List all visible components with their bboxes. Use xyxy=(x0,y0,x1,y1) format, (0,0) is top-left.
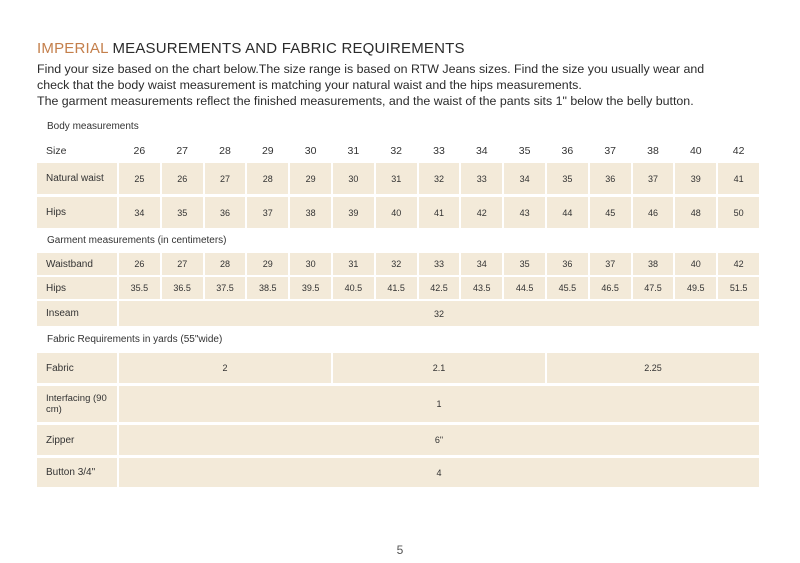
body-measurements-table xyxy=(37,163,759,228)
garment-hips-cell: 49.5 xyxy=(675,277,716,299)
body-hips-label: Hips xyxy=(37,197,117,228)
body-hips-cell: 36 xyxy=(205,197,246,228)
body-hips-cell: 35 xyxy=(162,197,203,228)
garment-hips-cell: 39.5 xyxy=(290,277,331,299)
body-hips-cell: 40 xyxy=(376,197,417,228)
size-label: Size xyxy=(46,145,67,157)
body-hips-cell: 46 xyxy=(633,197,674,228)
size-cell: 28 xyxy=(219,145,231,157)
page-title xyxy=(37,40,465,57)
natural-waist-cell: 30 xyxy=(333,163,374,194)
natural-waist-cell: 37 xyxy=(633,163,674,194)
body-measurements-label: Body measurements xyxy=(47,121,139,132)
waistband-cell: 37 xyxy=(590,253,631,275)
fabric-value: 2 xyxy=(119,353,331,383)
garment-hips-cell: 35.5 xyxy=(119,277,160,299)
body-hips-cell: 42 xyxy=(461,197,502,228)
body-hips-cell: 43 xyxy=(504,197,545,228)
body-hips-cell: 44 xyxy=(547,197,588,228)
zipper-label: Zipper xyxy=(37,425,117,455)
title-accent: IMPERIAL xyxy=(37,40,109,57)
garment-hips-cell: 37.5 xyxy=(205,277,246,299)
fabric-requirements-table xyxy=(37,353,759,487)
body-hips-cell: 41 xyxy=(419,197,460,228)
garment-hips-cell: 45.5 xyxy=(547,277,588,299)
natural-waist-cell: 33 xyxy=(461,163,502,194)
intro-line: Find your size based on the chart below.The size range is based on RTW Jeans sizes. Find the size you usually wear and xyxy=(37,62,705,76)
body-hips-cell: 45 xyxy=(590,197,631,228)
interfacing-value: 1 xyxy=(119,386,759,422)
zipper-value: 6" xyxy=(119,425,759,455)
size-cell: 31 xyxy=(347,145,360,157)
button-value: 4 xyxy=(119,458,759,487)
natural-waist-cell: 35 xyxy=(547,163,588,194)
body-hips-cell: 34 xyxy=(119,197,160,228)
natural-waist-cell: 39 xyxy=(675,163,716,194)
waistband-cell: 33 xyxy=(419,253,460,275)
inseam-value: 32 xyxy=(119,301,759,326)
waistband-cell: 35 xyxy=(504,253,545,275)
garment-measurements-table xyxy=(37,253,759,326)
size-cell: 30 xyxy=(304,145,317,157)
size-row xyxy=(37,141,759,161)
natural-waist-cell: 34 xyxy=(504,163,545,194)
fabric-value: 2.1 xyxy=(333,353,545,383)
garment-hips-cell: 38.5 xyxy=(247,277,288,299)
size-cell: 32 xyxy=(390,145,403,157)
size-cell: 38 xyxy=(647,145,659,157)
intro-text xyxy=(37,61,777,109)
garment-hips-cell: 46.5 xyxy=(590,277,631,299)
size-cell: 33 xyxy=(433,145,445,157)
title-rest: MEASUREMENTS AND FABRIC REQUIREMENTS xyxy=(108,40,465,57)
waistband-cell: 26 xyxy=(119,253,160,275)
waistband-cell: 42 xyxy=(718,253,759,275)
waistband-label: Waistband xyxy=(37,253,117,275)
body-hips-cell: 38 xyxy=(290,197,331,228)
fabric-label: Fabric xyxy=(37,353,117,383)
size-cell: 42 xyxy=(732,145,745,157)
size-cell: 27 xyxy=(176,145,189,157)
intro-line: check that the body waist measurement is matching your natural waist and the hips measurements. xyxy=(37,78,582,92)
body-hips-cell: 39 xyxy=(333,197,374,228)
size-cell: 35 xyxy=(518,145,531,157)
garment-measurements-label: Garment measurements (in centimeters) xyxy=(47,235,227,246)
natural-waist-cell: 32 xyxy=(419,163,460,194)
size-cell: 29 xyxy=(261,145,274,157)
garment-hips-cell: 44.5 xyxy=(504,277,545,299)
garment-hips-cell: 43.5 xyxy=(461,277,502,299)
waistband-cell: 36 xyxy=(547,253,588,275)
button-label: Button 3/4" xyxy=(37,458,117,487)
interfacing-label: Interfacing (90 cm) xyxy=(37,386,117,422)
waistband-cell: 30 xyxy=(290,253,331,275)
natural-waist-cell: 27 xyxy=(205,163,246,194)
natural-waist-cell: 31 xyxy=(376,163,417,194)
inseam-label: Inseam xyxy=(37,301,117,326)
natural-waist-label: Natural waist xyxy=(37,163,117,194)
waistband-cell: 31 xyxy=(333,253,374,275)
waistband-cell: 27 xyxy=(162,253,203,275)
page-number: 5 xyxy=(396,543,404,557)
fabric-requirements-label: Fabric Requirements in yards (55"wide) xyxy=(47,334,223,345)
waistband-cell: 32 xyxy=(376,253,417,275)
garment-hips-label: Hips xyxy=(37,277,117,299)
garment-hips-cell: 40.5 xyxy=(333,277,374,299)
size-cell: 37 xyxy=(604,145,617,157)
intro-line: The garment measurements reflect the finished measurements, and the waist of the pants sits 1" below the belly button. xyxy=(37,94,694,108)
natural-waist-cell: 26 xyxy=(162,163,203,194)
natural-waist-cell: 41 xyxy=(718,163,759,194)
size-cell: 34 xyxy=(475,145,488,157)
body-hips-cell: 50 xyxy=(718,197,759,228)
garment-hips-cell: 41.5 xyxy=(376,277,417,299)
size-cell: 26 xyxy=(133,145,146,157)
natural-waist-cell: 28 xyxy=(247,163,288,194)
body-hips-cell: 37 xyxy=(247,197,288,228)
natural-waist-cell: 25 xyxy=(119,163,160,194)
garment-hips-cell: 36.5 xyxy=(162,277,203,299)
garment-hips-cell: 47.5 xyxy=(633,277,674,299)
waistband-cell: 40 xyxy=(675,253,716,275)
body-hips-cell: 48 xyxy=(675,197,716,228)
fabric-value: 2.25 xyxy=(547,353,759,383)
size-cell: 36 xyxy=(561,145,574,157)
garment-hips-cell: 51.5 xyxy=(718,277,759,299)
garment-hips-cell: 42.5 xyxy=(419,277,460,299)
waistband-cell: 38 xyxy=(633,253,674,275)
size-cell: 40 xyxy=(689,145,702,157)
waistband-cell: 34 xyxy=(461,253,502,275)
natural-waist-cell: 29 xyxy=(290,163,331,194)
waistband-cell: 28 xyxy=(205,253,246,275)
natural-waist-cell: 36 xyxy=(590,163,631,194)
waistband-cell: 29 xyxy=(247,253,288,275)
